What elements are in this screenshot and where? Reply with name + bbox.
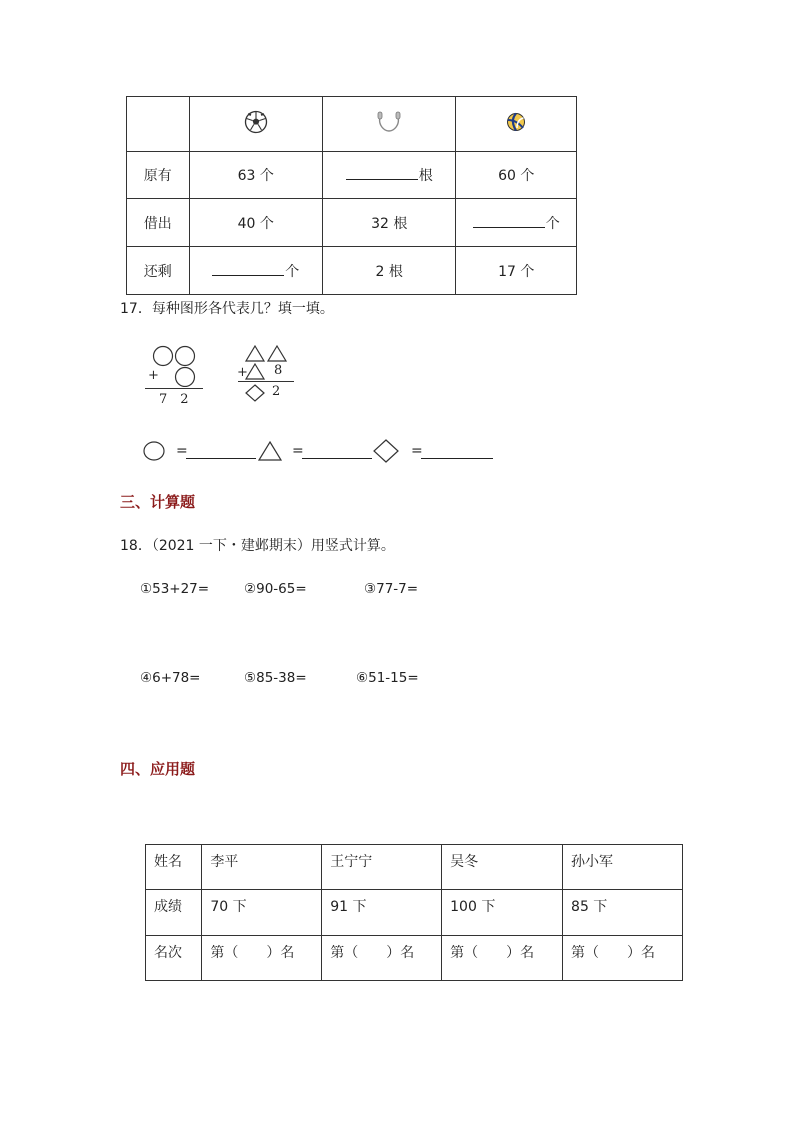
row-label: 还剩 bbox=[127, 247, 190, 295]
equals-sign: = bbox=[411, 443, 423, 459]
sum-digits: 7 2 bbox=[159, 392, 189, 407]
empty-header-cell bbox=[127, 97, 190, 152]
calc-item-1: ①53+27= bbox=[140, 581, 210, 597]
ranking-table bbox=[145, 844, 683, 981]
calc-item-4: ④6+78= bbox=[140, 670, 201, 686]
q17-title: 17．每种图形各代表几？填一填。 bbox=[120, 301, 334, 317]
row-label: 借出 bbox=[127, 199, 190, 247]
unit-label: 根 bbox=[418, 168, 433, 184]
score-cell: 85 下 bbox=[563, 890, 683, 936]
table-row bbox=[146, 936, 683, 981]
plus-sign: + bbox=[237, 365, 248, 380]
answer-blank[interactable] bbox=[212, 261, 284, 276]
row-label: 成绩 bbox=[146, 890, 202, 936]
header-cell: 吴冬 bbox=[442, 845, 563, 890]
table-row bbox=[127, 199, 577, 247]
header-cell: 姓名 bbox=[146, 845, 202, 890]
calc-item-3: ③77-7= bbox=[364, 581, 419, 597]
cell: 63 个 bbox=[189, 152, 322, 199]
rank-cell[interactable]: 第（ ）名 bbox=[442, 936, 563, 981]
rank-cell[interactable]: 第（ ）名 bbox=[202, 936, 322, 981]
answer-blank[interactable] bbox=[473, 213, 545, 228]
rank-cell[interactable]: 第（ ）名 bbox=[563, 936, 683, 981]
row-label: 名次 bbox=[146, 936, 202, 981]
table-row bbox=[146, 890, 683, 936]
equals-sign: = bbox=[176, 443, 188, 459]
triangle-answer-blank[interactable] bbox=[302, 458, 372, 459]
circle-addition-figure bbox=[142, 343, 204, 405]
section-3-title: 三、计算题 bbox=[120, 493, 196, 511]
jump-rope-icon bbox=[374, 111, 404, 133]
triangle-icon bbox=[258, 440, 284, 462]
circle-icon bbox=[143, 440, 167, 462]
table-row bbox=[127, 152, 577, 199]
score-cell: 70 下 bbox=[202, 890, 322, 936]
header-cell: 王宁宁 bbox=[322, 845, 442, 890]
unit-label: 个 bbox=[285, 263, 300, 280]
unit-label: 个 bbox=[545, 215, 560, 232]
row-label: 原有 bbox=[127, 152, 190, 199]
header-cell: 李平 bbox=[202, 845, 322, 890]
diamond-answer-blank[interactable] bbox=[421, 458, 493, 459]
equals-sign: = bbox=[292, 443, 304, 459]
volleyball-icon bbox=[506, 112, 526, 132]
calc-item-6: ⑥51-15= bbox=[356, 670, 419, 686]
answer-blank[interactable] bbox=[346, 165, 418, 180]
digit-eight: 8 bbox=[274, 363, 283, 378]
circle-answer-blank[interactable] bbox=[186, 458, 256, 459]
rank-cell[interactable]: 第（ ）名 bbox=[322, 936, 442, 981]
calc-item-5: ⑤85-38= bbox=[244, 670, 307, 686]
score-cell: 91 下 bbox=[322, 890, 442, 936]
cell: 60 个 bbox=[456, 152, 577, 199]
sum-line bbox=[238, 381, 294, 382]
table-row bbox=[146, 845, 683, 890]
cell: 17 个 bbox=[456, 247, 577, 295]
cell: 32 根 bbox=[322, 199, 455, 247]
plus-sign: + bbox=[148, 368, 159, 383]
sum-digit: 2 bbox=[272, 384, 281, 399]
header-soccer bbox=[189, 97, 322, 152]
diamond-icon bbox=[373, 439, 401, 463]
section-4-title: 四、应用题 bbox=[120, 760, 196, 778]
triangle-addition-figure bbox=[236, 343, 298, 405]
cell-blank bbox=[322, 152, 455, 199]
borrow-table bbox=[126, 96, 577, 295]
calc-item-2: ②90-65= bbox=[244, 581, 307, 597]
cell-blank bbox=[456, 199, 577, 247]
header-volleyball bbox=[456, 97, 577, 152]
cell-blank bbox=[189, 247, 322, 295]
q18-title: 18．（2021 一下・建邺期末）用竖式计算。 bbox=[120, 538, 395, 554]
score-cell: 100 下 bbox=[442, 890, 563, 936]
table-row bbox=[127, 247, 577, 295]
cell: 2 根 bbox=[322, 247, 455, 295]
header-cell: 孙小军 bbox=[563, 845, 683, 890]
shape-answer-row bbox=[143, 440, 503, 464]
cell: 40 个 bbox=[189, 199, 322, 247]
header-rope bbox=[322, 97, 455, 152]
soccer-ball-icon bbox=[244, 110, 268, 134]
